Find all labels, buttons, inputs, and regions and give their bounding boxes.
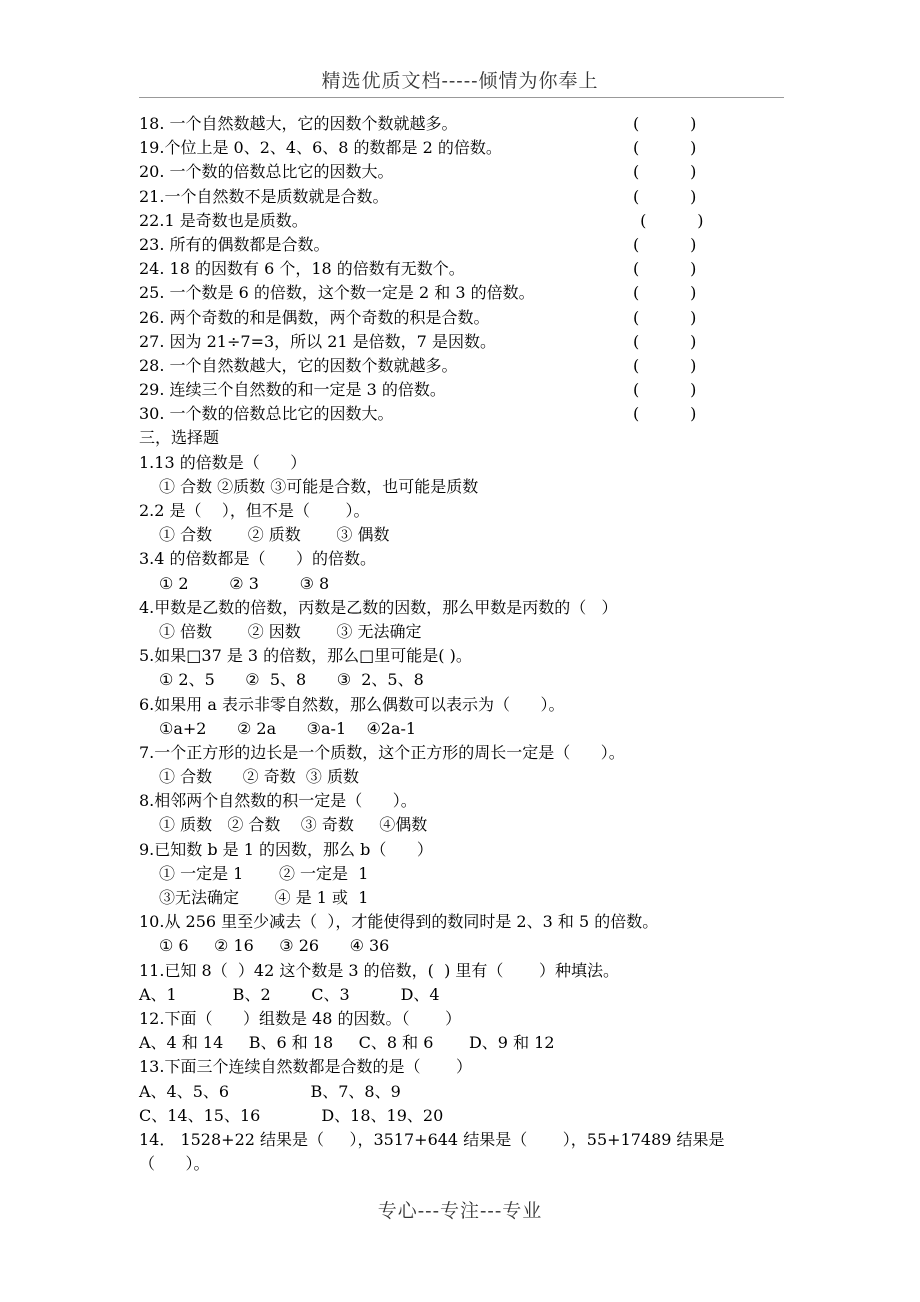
answer-parentheses: ( ) bbox=[633, 380, 697, 400]
statement-row bbox=[139, 402, 784, 426]
statement-text: 18. 一个自然数越大，它的因数个数就越多。 bbox=[139, 114, 458, 133]
statement-text: 28. 一个自然数越大，它的因数个数就越多。 bbox=[139, 355, 458, 375]
question-options: ① 2 ② 3 ③ 8 bbox=[159, 573, 330, 593]
section-title: 三，选择题 bbox=[139, 428, 220, 448]
statement-row bbox=[139, 233, 784, 257]
statement-row bbox=[139, 112, 784, 136]
question-options: ① 合数 ② 质数 ③ 偶数 bbox=[159, 525, 390, 545]
question-text: 11.已知 8（ ）42 这个数是 3 的倍数，( ) 里有（ ）种填法。 bbox=[139, 960, 620, 980]
page-footer: 专心---专注---专业 bbox=[377, 1200, 543, 1222]
question-text: 12.下面（ ）组数是 48 的因数。（ ） bbox=[139, 1008, 462, 1028]
question-text: 6.如果用 a 表示非零自然数，那么偶数可以表示为（ ）。 bbox=[139, 694, 565, 714]
answer-parentheses: ( ) bbox=[633, 355, 697, 375]
statement-text: 21.一个自然数不是质数就是合数。 bbox=[139, 186, 389, 206]
statement-row bbox=[139, 281, 784, 305]
statement-text: 22.1 是奇数也是质数。 bbox=[139, 210, 308, 230]
statement-text: 19.个位上是 0、2、4、6、8 的数都是 2 的倍数。 bbox=[139, 138, 502, 158]
statement-row bbox=[139, 354, 784, 378]
question-text: C、14、15、16 D、18、19、20 bbox=[139, 1105, 444, 1125]
question-text: 10.从 256 里至少减去（ ），才能使得到的数同时是 2、3 和 5 的倍数。 bbox=[139, 912, 659, 932]
question-options: ① 倍数 ② 因数 ③ 无法确定 bbox=[159, 621, 422, 641]
question-options: ① 合数 ② 奇数 ③ 质数 bbox=[159, 767, 359, 787]
statement-row bbox=[139, 378, 784, 402]
statement-text: 30. 一个数的倍数总比它的因数大。 bbox=[139, 404, 394, 424]
answer-parentheses: ( ) bbox=[633, 283, 697, 303]
answer-parentheses: ( ) bbox=[633, 331, 697, 351]
header-divider bbox=[139, 97, 784, 98]
statement-text: 27. 因为 21÷7=3，所以 21 是倍数，7 是因数。 bbox=[139, 331, 496, 351]
question-options: ① 质数 ② 合数 ③ 奇数 ④偶数 bbox=[159, 815, 428, 835]
statement-row bbox=[139, 185, 784, 209]
question-text: 2.2 是（ ），但不是（ ）。 bbox=[139, 501, 370, 520]
statement-text: 29. 连续三个自然数的和一定是 3 的倍数。 bbox=[139, 380, 446, 400]
question-options: ① 6 ② 16 ③ 26 ④ 36 bbox=[159, 936, 390, 956]
question-text: 7.一个正方形的边长是一个质数，这个正方形的周长一定是（ ）。 bbox=[139, 742, 625, 762]
question-options: ③无法确定 ④ 是 1 或 1 bbox=[159, 888, 369, 907]
question-text: A、4 和 14 B、6 和 18 C、8 和 6 D、9 和 12 bbox=[139, 1033, 555, 1053]
statement-text: 23. 所有的偶数都是合数。 bbox=[139, 234, 330, 254]
answer-parentheses: ( ) bbox=[633, 259, 697, 279]
question-text: 3.4 的倍数都是（ ）的倍数。 bbox=[139, 549, 377, 569]
question-text: 1.13 的倍数是（ ） bbox=[139, 452, 307, 472]
answer-parentheses: ( ) bbox=[635, 210, 704, 230]
statement-row bbox=[139, 330, 784, 354]
answer-parentheses: ( ) bbox=[633, 186, 697, 206]
question-text: 9.已知数 b 是 1 的因数，那么 b（ ） bbox=[139, 839, 433, 859]
question-text: 5.如果□37 是 3 的倍数，那么□里可能是( )。 bbox=[139, 646, 472, 666]
question-text: A、4、5、6 B、7、8、9 bbox=[139, 1081, 401, 1101]
statement-row bbox=[139, 257, 784, 281]
question-text: A、1 B、2 C、3 D、4 bbox=[139, 984, 440, 1004]
statement-text: 24. 18 的因数有 6 个，18 的倍数有无数个。 bbox=[139, 259, 465, 279]
document-body bbox=[139, 112, 784, 1176]
question-text: 4.甲数是乙数的倍数，丙数是乙数的因数，那么甲数是丙数的（ ） bbox=[139, 597, 618, 617]
answer-parentheses: ( ) bbox=[633, 114, 697, 133]
statement-text: 25. 一个数是 6 的倍数，这个数一定是 2 和 3 的倍数。 bbox=[139, 283, 535, 303]
question-text: （ ）。 bbox=[139, 1154, 210, 1174]
page-header: 精选优质文档-----倾情为你奉上 bbox=[321, 70, 599, 92]
statement-row bbox=[139, 306, 784, 330]
answer-parentheses: ( ) bbox=[633, 404, 697, 424]
statement-text: 20. 一个数的倍数总比它的因数大。 bbox=[139, 162, 394, 182]
answer-parentheses: ( ) bbox=[633, 162, 697, 182]
question-options: ①a+2 ② 2a ③a-1 ④2a-1 bbox=[159, 718, 417, 738]
statement-row bbox=[139, 160, 784, 184]
question-options: ① 一定是 1 ② 一定是 1 bbox=[159, 863, 369, 883]
question-options: ① 2、5 ② 5、8 ③ 2、5、8 bbox=[159, 670, 424, 690]
statement-row bbox=[139, 209, 784, 233]
multiple-choice-section bbox=[139, 451, 784, 1177]
answer-parentheses: ( ) bbox=[633, 234, 697, 254]
question-options: ① 合数 ②质数 ③可能是合数，也可能是质数 bbox=[159, 476, 479, 496]
question-text: 8.相邻两个自然数的积一定是（ ）。 bbox=[139, 791, 417, 811]
answer-parentheses: ( ) bbox=[633, 138, 697, 158]
statement-text: 26. 两个奇数的和是偶数，两个奇数的积是合数。 bbox=[139, 307, 490, 327]
question-text: 14． 1528+22 结果是（ ），3517+644 结果是（ ），55+17489 结果是 bbox=[139, 1129, 725, 1149]
question-text: 13.下面三个连续自然数都是合数的是（ ） bbox=[139, 1057, 473, 1077]
true-false-section bbox=[139, 112, 784, 426]
statement-row bbox=[139, 136, 784, 160]
answer-parentheses: ( ) bbox=[633, 307, 697, 327]
